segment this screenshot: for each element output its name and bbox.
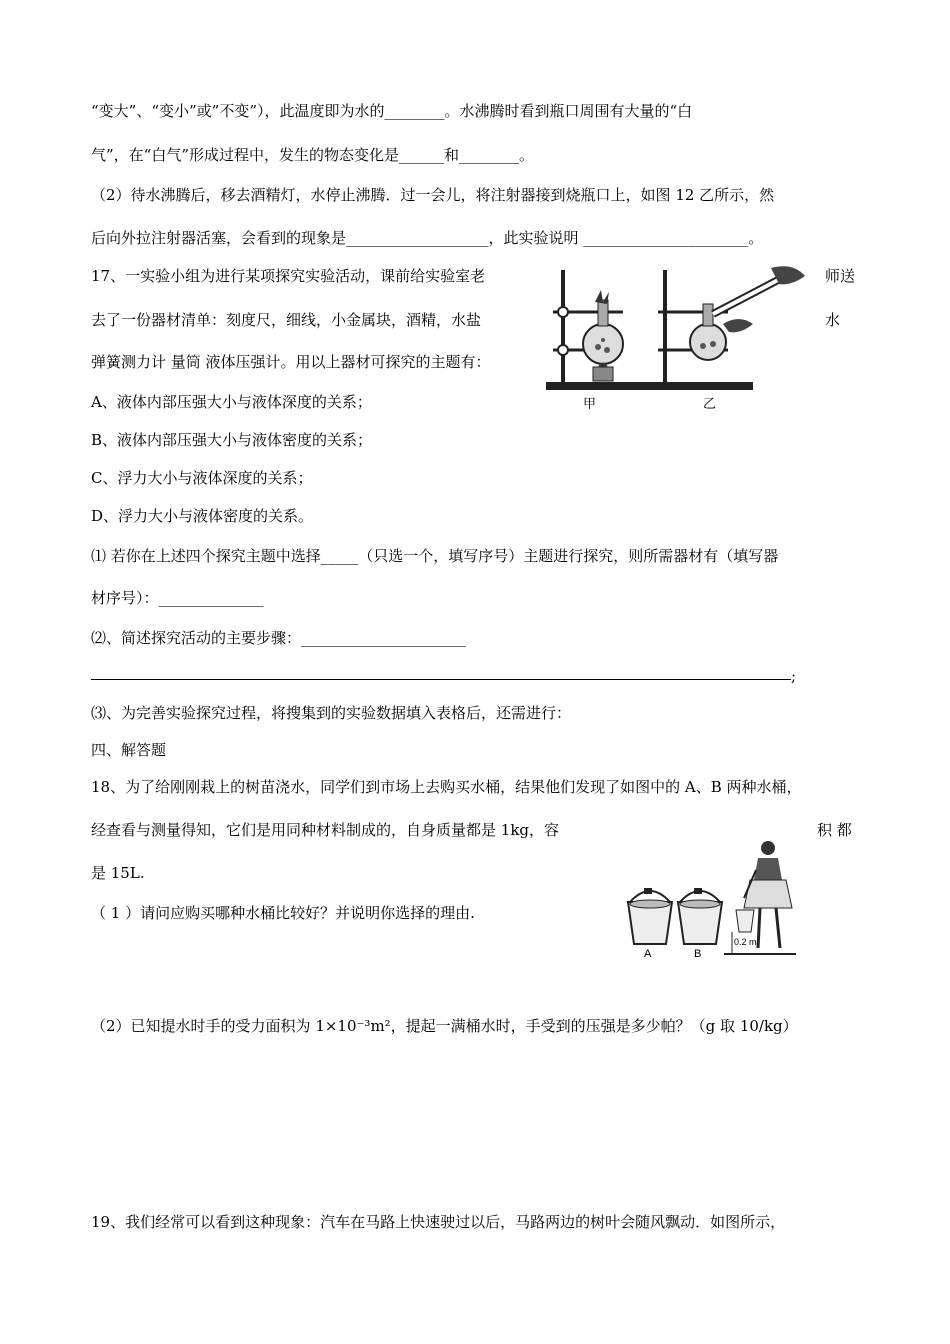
bucket-label-b: B: [694, 948, 702, 960]
q16-part2-line1: （2）待水沸腾后，移去酒精灯，水停止沸腾．过一会儿，将注射器接到烧瓶口上，如图 12 乙所示，然: [91, 186, 775, 204]
q17-part1-line2: 材序号）：______________: [91, 589, 264, 607]
q17-line2: 去了一份器材清单：刻度尺，细线，小金属块，酒精，水盐: [91, 311, 482, 329]
q18-question1: （ 1 ）请问应购买哪种水桶比较好？并说明你选择的理由.: [91, 904, 475, 922]
figure-12-apparatus: [543, 262, 813, 410]
q17-option-d: D、浮力大小与液体密度的关系。: [91, 507, 314, 525]
apparatus-drawing: [543, 262, 813, 410]
height-label: 0.2 m: [734, 937, 757, 947]
q17-line1: 17、一实验小组为进行某项探究实验活动，课前给实验室老: [91, 267, 486, 285]
figure-label-jia: 甲: [583, 396, 597, 411]
q16-line2: 气”，在“白气”形成过程中，发生的物态变化是______和________。: [91, 146, 535, 164]
q17-part3: ⑶、为完善实验探究过程，将搜集到的实验数据填入表格后，还需进行：: [91, 704, 572, 722]
q18-line2-tail: 积 都: [817, 821, 852, 839]
q17-option-a: A、液体内部压强大小与液体深度的关系；: [91, 393, 372, 411]
answer-underline: [91, 679, 791, 680]
q16-part2-line2: 后向外拉注射器活塞，会看到的现象是___________________，此实验说明 ______________________。: [91, 229, 764, 247]
q17-line2-tail: 水: [825, 311, 841, 329]
q16-line1: “变大”、“变小”或”不变”），此温度即为水的________。水沸腾时看到瓶口周围有大量的“白: [91, 102, 693, 120]
q19-line1: 19、我们经常可以看到这种现象：汽车在马路上快速驶过以后，马路两边的树叶会随风飘动．如图所示，: [91, 1213, 786, 1231]
q17-part2: ⑵、简述探究活动的主要步骤：______________________: [91, 629, 467, 647]
q17-part1-line1: ⑴ 若你在上述四个探究主题中选择_____（只选一个，填写序号）主题进行探究，则所需器材有（填写器: [91, 547, 779, 565]
q17-option-c: C、浮力大小与液体深度的关系；: [91, 469, 313, 487]
q18-question2: （2）已知提水时手的受力面积为 1×10⁻³m²，提起一满桶水时，手受到的压强是多少帕？（g 取 10/kg）: [91, 1017, 798, 1035]
bucket-drawing: [620, 840, 800, 960]
q18-line1: 18、为了给刚刚栽上的树苗浇水，同学们到市场上去购买水桶，结果他们发现了如图中的 A、B 两种水桶，: [91, 778, 802, 796]
q17-line1-tail: 师送: [825, 267, 856, 285]
figure-label-yi: 乙: [703, 396, 717, 411]
section-heading: 四、解答题: [91, 741, 167, 759]
q17-line3: 弹簧测力计 量筒 液体压强计。用以上器材可探究的主题有：: [91, 353, 491, 371]
q17-part2-end: ;: [791, 667, 797, 685]
q17-option-b: B、液体内部压强大小与液体密度的关系；: [91, 431, 373, 449]
bucket-label-a: A: [644, 948, 652, 960]
q18-line2: 经查看与测量得知，它们是用同种材料制成的，自身质量都是 1kg，容: [91, 821, 560, 839]
bucket-figure: [620, 840, 800, 960]
q18-line3: 是 15L.: [91, 864, 145, 882]
